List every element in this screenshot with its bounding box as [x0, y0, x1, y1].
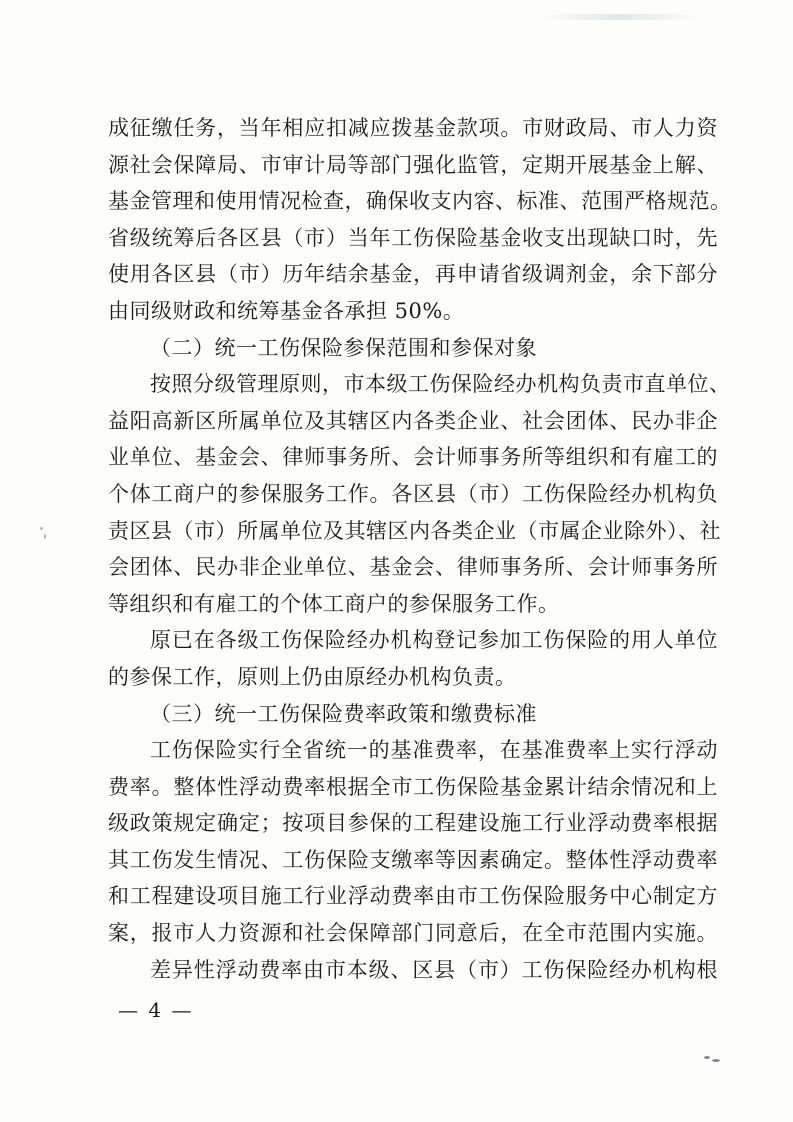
text-line: 的参保工作，原则上仍由原经办机构负责。: [108, 664, 517, 689]
text-line: 原已在各级工伤保险经办机构登记参加工伤保险的用人单位: [150, 628, 718, 653]
text-line: 和工程建设项目施工行业浮动费率由市工伤保险服务中心制定方: [108, 884, 718, 909]
text-line: 基金管理和使用情况检查，确保收支内容、标准、范围严格规范。: [108, 189, 732, 214]
page-number: — 4 —: [118, 998, 194, 1022]
text-line: 费率。整体性浮动费率根据全市工伤保险基金累计结余情况和上: [108, 774, 718, 799]
scan-speck: [40, 527, 43, 530]
text-line: 成征缴任务，当年相应扣减应拨基金款项。市财政局、市人力资: [108, 116, 718, 140]
text-line: 差异性浮动费率由市本级、区县（市）工伤保险经办机构根: [150, 957, 718, 982]
body-text: [108, 110, 732, 988]
section-heading: （三）统一工伤保险费率政策和缴费标准: [150, 701, 537, 726]
section-heading: （二）统一工伤保险参保范围和参保对象: [150, 335, 537, 360]
text-line: 等组织和有雇工的个体工商户的参保服务工作。: [108, 591, 560, 616]
text-line: 责区县（市）所属单位及其辖区内各类企业（市属企业除外）、社: [108, 518, 721, 543]
text-line: 使用各区县（市）历年结余基金，再申请省级调剂金，余下部分: [108, 262, 718, 287]
text-line: 益阳高新区所属单位及其辖区内各类企业、社会团体、民办非企: [108, 408, 718, 433]
text-line: 业单位、基金会、律师事务所、会计师事务所等组织和有雇工的: [108, 445, 718, 470]
text-line: 由同级财政和统筹基金各承担 50%。: [108, 298, 465, 323]
text-line: 工伤保险实行全省统一的基准费率，在基准费率上实行浮动: [150, 738, 718, 763]
text-line: 源社会保障局、市审计局等部门强化监管，定期开展基金上解、: [108, 152, 718, 177]
text-line: 案，报市人力资源和社会保障部门同意后，在全市范围内实施。: [108, 921, 718, 946]
text-line: 级政策规定确定；按项目参保的工程建设施工行业浮动费率根据: [108, 811, 718, 836]
text-line: 会团体、民办非企业单位、基金会、律师事务所、会计师事务所: [108, 555, 718, 580]
scan-speck: [712, 1059, 720, 1062]
scan-speck: [44, 534, 46, 539]
text-line: 个体工商户的参保服务工作。各区县（市）工伤保险经办机构负: [108, 481, 718, 506]
scan-mark: [540, 14, 700, 20]
text-line: 省级统筹后各区县（市）当年工伤保险基金收支出现缺口时，先: [108, 225, 718, 250]
text-line: 按照分级管理原则，市本级工伤保险经办机构负责市直单位、: [150, 372, 731, 397]
scan-speck: [704, 1056, 710, 1059]
text-line: 其工伤发生情况、工伤保险支缴率等因素确定。整体性浮动费率: [108, 847, 718, 872]
